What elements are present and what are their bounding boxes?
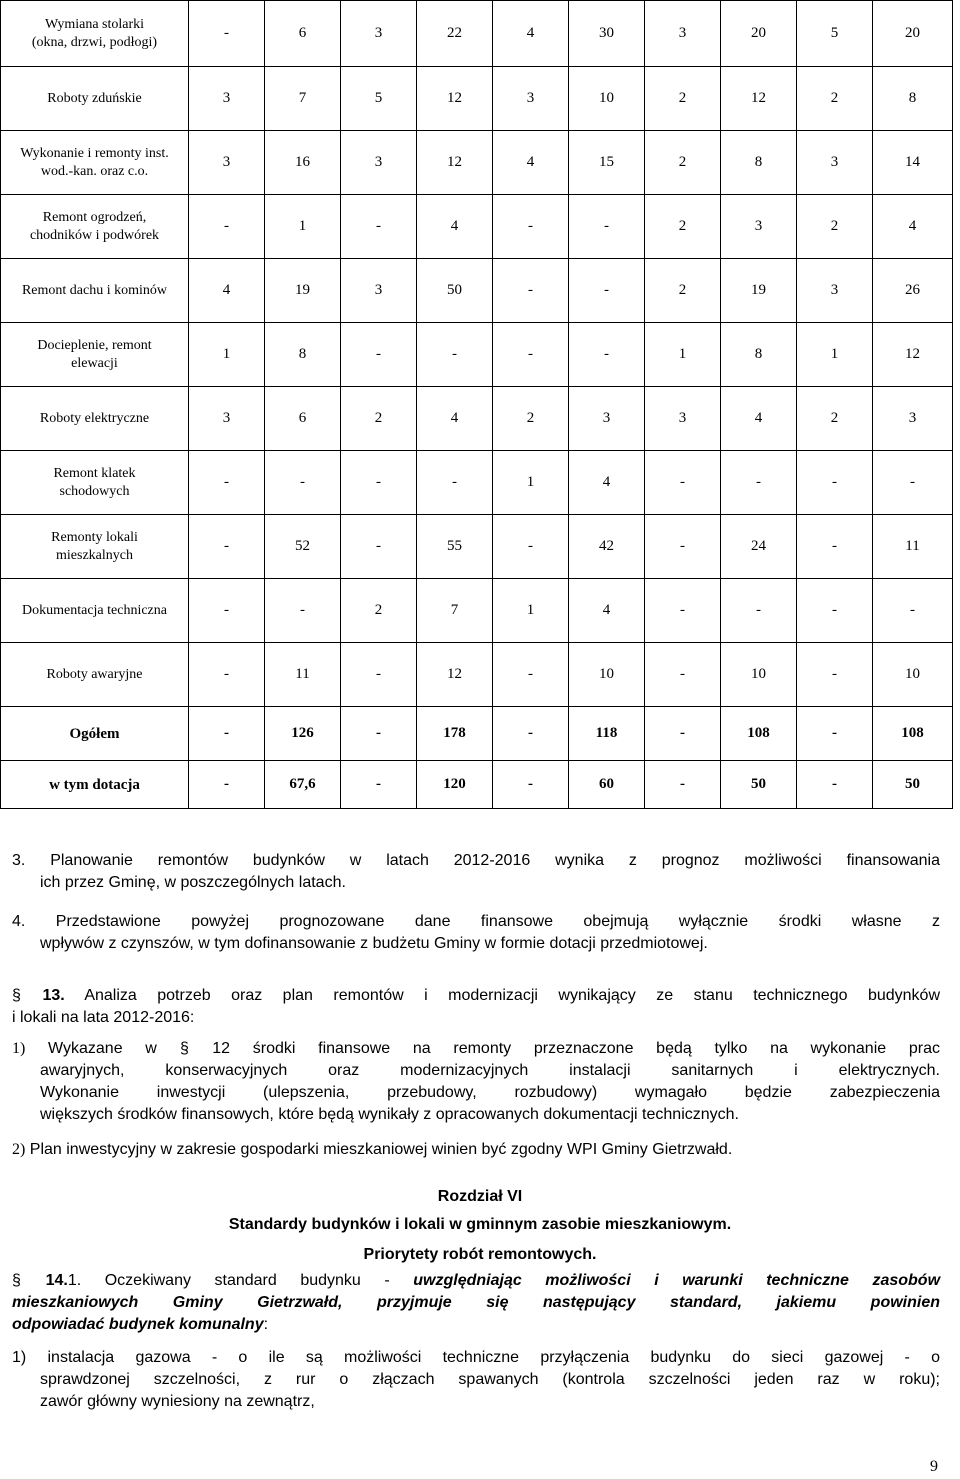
table-cell: 2 (797, 195, 873, 259)
item-2-marker: 2) (12, 1141, 26, 1158)
row-label (1, 323, 189, 387)
table-cell: 2 (645, 131, 721, 195)
note-3 (12, 850, 940, 894)
row-label-line: Roboty zduńskie (47, 90, 142, 106)
table-cell: - (189, 1, 265, 67)
table-cell: 4 (721, 387, 797, 451)
svg-text:§: § (12, 1273, 21, 1287)
table-cell: 120 (417, 761, 493, 809)
row-label (1, 761, 189, 809)
table-cell: - (189, 761, 265, 809)
page-number: 9 (930, 1458, 938, 1475)
table-cell: 2 (645, 195, 721, 259)
row-label-line: Remont ogrodzeń, (42, 209, 147, 225)
table-cell: - (797, 579, 873, 643)
table-cell: 50 (721, 761, 797, 809)
table-cell: 30 (569, 1, 645, 67)
section-14 (12, 1270, 940, 1336)
row-label (1, 579, 189, 643)
table-cell: 178 (417, 707, 493, 761)
table-cell: - (493, 323, 569, 387)
table-row (1, 387, 953, 451)
table-cell: 8 (265, 323, 341, 387)
table-cell: 3 (341, 259, 417, 323)
s14-item-1-line-1: instalacja gazowa - o ile są możliwości techniczne przyłączenia budynku do sieci gazowej - o (47, 1349, 940, 1366)
item-2-line-1: Plan inwestycyjny w zakresie gospodarki mieszkaniowej winien być zgodny WPI Gminy Gietrzwałd. (29, 1141, 733, 1158)
table-cell: 3 (873, 387, 953, 451)
table-cell: 3 (189, 131, 265, 195)
table-cell: 1 (493, 451, 569, 515)
row-label-line: Wymiana stolarki (44, 16, 145, 32)
table-cell: - (417, 323, 493, 387)
table-cell: 2 (797, 67, 873, 131)
row-label-line: Roboty elektryczne (39, 410, 150, 426)
table-cell: 55 (417, 515, 493, 579)
table-cell: - (569, 323, 645, 387)
table-cell: 4 (189, 259, 265, 323)
row-label-line: Ogółem (69, 725, 120, 742)
section-13-item-1 (12, 1038, 940, 1126)
table-cell: 1 (493, 579, 569, 643)
row-label-line: (okna, drzwi, podłogi) (31, 34, 158, 50)
table-cell: 12 (417, 131, 493, 195)
table-cell: 2 (645, 67, 721, 131)
table-cell: 1 (797, 323, 873, 387)
row-label-line: schodowych (59, 483, 130, 499)
table-cell: 8 (721, 323, 797, 387)
table-cell: - (645, 761, 721, 809)
row-label (1, 515, 189, 579)
row-label (1, 707, 189, 761)
table-row (1, 643, 953, 707)
table-cell: 20 (873, 1, 953, 67)
table-cell: 108 (873, 707, 953, 761)
table-cell: - (417, 451, 493, 515)
table-cell: 6 (265, 1, 341, 67)
table-cell: 12 (417, 67, 493, 131)
table-cell: - (189, 707, 265, 761)
s14-item-1-marker: 1) (12, 1349, 27, 1366)
table-cell: - (645, 643, 721, 707)
table-cell: - (265, 451, 341, 515)
table-cell: 12 (873, 323, 953, 387)
table-cell: 50 (417, 259, 493, 323)
section-14-emphasis-1: uwzględniając możliwości i warunki techniczne zasobów (413, 1272, 941, 1289)
item-1-line-1a: Wykazane w (48, 1040, 157, 1057)
table-cell: - (341, 451, 417, 515)
table-cell: - (645, 451, 721, 515)
item-1-marker: 1) (12, 1040, 26, 1057)
table-cell: 3 (797, 259, 873, 323)
table-cell: 12 (721, 67, 797, 131)
table-cell: 126 (265, 707, 341, 761)
table-cell: 3 (341, 131, 417, 195)
table-cell: 5 (341, 67, 417, 131)
table-cell: 3 (493, 67, 569, 131)
table-row (1, 323, 953, 387)
item-1-line-3: Wykonanie inwestycji (ulepszenia, przebudowy, rozbudowy) wymagało będzie zabezpieczenia (40, 1084, 940, 1101)
table-row (1, 579, 953, 643)
section-13-line-1: Analiza potrzeb oraz plan remontów i modernizacji wynikający ze stanu technicznego budynków (84, 987, 941, 1004)
table-row (1, 1, 953, 67)
table-row (1, 131, 953, 195)
item-1-line-4: większych środków finansowych, które będą wynikały z opracowanych dokumentacji technicznych. (40, 1106, 739, 1123)
note-3-number: 3. (12, 852, 26, 869)
svg-text:§: § (179, 1041, 189, 1055)
table-cell: 8 (721, 131, 797, 195)
table-cell: 3 (569, 387, 645, 451)
section-14-colon: : (263, 1316, 269, 1333)
row-label-line: Dokumentacja techniczna (22, 602, 167, 618)
table-cell: 4 (569, 451, 645, 515)
table-cell: - (645, 579, 721, 643)
table-cell: 67,6 (265, 761, 341, 809)
table-cell: 10 (721, 643, 797, 707)
table-cell: 11 (265, 643, 341, 707)
row-label-line: chodników i podwórek (29, 227, 160, 243)
table-cell: 108 (721, 707, 797, 761)
section-14-intro: Oczekiwany standard budynku - (104, 1272, 390, 1289)
row-label-line: mieszkalnych (56, 547, 133, 563)
table-cell: 2 (341, 579, 417, 643)
table-cell: 20 (721, 1, 797, 67)
table-cell: - (189, 579, 265, 643)
table-cell: - (493, 259, 569, 323)
table-cell: 4 (493, 1, 569, 67)
row-label (1, 131, 189, 195)
table-cell: - (873, 579, 953, 643)
paragraph-sign-icon (12, 1273, 22, 1287)
table-cell: 10 (873, 643, 953, 707)
row-label-line: elewacji (71, 355, 118, 371)
row-label-line: Remonty lokali (51, 529, 138, 545)
table-cell: 2 (645, 259, 721, 323)
table-cell: - (797, 515, 873, 579)
table-cell: 6 (265, 387, 341, 451)
table-cell: - (569, 259, 645, 323)
table-cell: - (341, 761, 417, 809)
table-cell: 1 (189, 323, 265, 387)
table-cell: 1 (645, 323, 721, 387)
paragraph-sign-icon (12, 988, 22, 1002)
section-14-item-1 (12, 1347, 940, 1413)
table-cell: 3 (341, 1, 417, 67)
table-cell: 4 (417, 387, 493, 451)
table-cell: - (341, 707, 417, 761)
table-cell: 24 (721, 515, 797, 579)
table-cell: - (189, 451, 265, 515)
table-cell: - (493, 515, 569, 579)
table-cell: - (797, 707, 873, 761)
table-cell: 4 (569, 579, 645, 643)
section-13 (12, 985, 940, 1029)
s14-item-1-line-2: sprawdzonej szczelności, z rur o złączach spawanych (kontrola szczelności jeden raz w roku); (40, 1371, 940, 1388)
table-cell: 26 (873, 259, 953, 323)
table-cell: 19 (265, 259, 341, 323)
table-cell: - (645, 707, 721, 761)
table-cell: - (569, 195, 645, 259)
table-cell: - (189, 195, 265, 259)
table-cell: 52 (265, 515, 341, 579)
table-cell: - (493, 195, 569, 259)
section-14-subnumber: 1. (67, 1272, 82, 1289)
table-row (1, 515, 953, 579)
table-cell: - (189, 515, 265, 579)
table-cell: 118 (569, 707, 645, 761)
row-label-line: Roboty awaryjne (46, 666, 143, 682)
row-label (1, 643, 189, 707)
item-1-line-1b: 12 środki finansowe na remonty przeznaczone będą tylko na wykonanie prac (212, 1040, 940, 1057)
table-cell: - (341, 515, 417, 579)
table-cell: - (341, 643, 417, 707)
table-cell: - (493, 707, 569, 761)
row-label (1, 387, 189, 451)
table-cell: - (189, 643, 265, 707)
table-cell: 3 (645, 387, 721, 451)
table-cell: 42 (569, 515, 645, 579)
table-cell: 4 (873, 195, 953, 259)
table-cell: 8 (873, 67, 953, 131)
row-label-line: Docieplenie, remont (37, 337, 152, 353)
table-row (1, 451, 953, 515)
row-label-line: Remont klatek (53, 465, 136, 481)
table-row (1, 707, 953, 761)
section-13-number: 13. (42, 987, 65, 1004)
table-row (1, 195, 953, 259)
note-3-line-2: ich przez Gminę, w poszczególnych latach. (40, 874, 346, 891)
table-cell: 22 (417, 1, 493, 67)
section-13-item-2 (12, 1139, 940, 1161)
table-row (1, 259, 953, 323)
table-cell: 3 (645, 1, 721, 67)
section-14-number: 14. (45, 1272, 68, 1289)
paragraph-sign-icon (180, 1041, 190, 1055)
row-label-line: Wykonanie i remonty inst. (20, 145, 169, 161)
table-cell: 14 (873, 131, 953, 195)
table-cell: - (341, 323, 417, 387)
row-label-line: w tym dotacja (49, 776, 140, 793)
table-cell: - (493, 761, 569, 809)
table-cell: 2 (797, 387, 873, 451)
table-cell: 4 (493, 131, 569, 195)
note-4 (12, 911, 940, 955)
table-cell: - (341, 195, 417, 259)
table-cell: 5 (797, 1, 873, 67)
section-14-emphasis-3: odpowiadać budynek komunalny (12, 1316, 264, 1333)
table-cell: 12 (417, 643, 493, 707)
table-cell: 3 (189, 387, 265, 451)
section-13-line-2: i lokali na lata 2012-2016: (12, 1009, 195, 1026)
chapter-subtitle-2: Priorytety robót remontowych. (363, 1246, 597, 1263)
table-cell: 16 (265, 131, 341, 195)
table-cell: - (873, 451, 953, 515)
row-label-line: Remont dachu i kominów (21, 282, 168, 298)
row-label-line: wod.-kan. oraz c.o. (40, 163, 149, 179)
table-cell: 7 (417, 579, 493, 643)
table-cell: - (797, 643, 873, 707)
table-cell: 11 (873, 515, 953, 579)
table-cell: 7 (265, 67, 341, 131)
s14-item-1-line-3: zawór główny wyniesiony na zewnątrz, (40, 1393, 315, 1410)
table-cell: 2 (341, 387, 417, 451)
table-cell: - (797, 451, 873, 515)
table-cell: 60 (569, 761, 645, 809)
table-cell: 4 (417, 195, 493, 259)
note-4-line-2: wpływów z czynszów, w tym dofinansowanie z budżetu Gminy w formie dotacji przedmiotowej. (40, 935, 708, 952)
table-cell: 3 (189, 67, 265, 131)
row-label (1, 451, 189, 515)
table-cell: - (493, 643, 569, 707)
table-cell: - (265, 579, 341, 643)
table-cell: - (797, 761, 873, 809)
row-label (1, 259, 189, 323)
table-cell: 3 (721, 195, 797, 259)
table-cell: 50 (873, 761, 953, 809)
table-row (1, 67, 953, 131)
table-cell: 10 (569, 67, 645, 131)
table-cell: - (721, 451, 797, 515)
section-14-emphasis-2: mieszkaniowych Gminy Gietrzwałd, przyjmuje się następujący standard, jakiemu powinien (12, 1294, 940, 1311)
note-4-line-1: Przedstawione powyżej prognozowane dane finansowe obejmują wyłącznie środki własne z (55, 913, 940, 930)
row-label (1, 195, 189, 259)
table-cell: 19 (721, 259, 797, 323)
table-cell: 10 (569, 643, 645, 707)
note-3-line-1: Planowanie remontów budynków w latach 2012-2016 wynika z prognoz możliwości finansowania (50, 852, 940, 869)
chapter-title: Rozdział VI (437, 1188, 523, 1205)
table-cell: 15 (569, 131, 645, 195)
row-label (1, 1, 189, 67)
table-row (1, 761, 953, 809)
note-4-number: 4. (12, 913, 26, 930)
table-cell: 2 (493, 387, 569, 451)
table-cell: 3 (797, 131, 873, 195)
row-label (1, 67, 189, 131)
chapter-subtitle: Standardy budynków i lokali w gminnym zasobie mieszkaniowym. (228, 1216, 732, 1233)
table-cell: - (721, 579, 797, 643)
table-cell: - (645, 515, 721, 579)
item-1-line-2: awaryjnych, konserwacyjnych oraz modernizacyjnych instalacji sanitarnych i elektrycznych. (40, 1062, 940, 1079)
table-cell: 1 (265, 195, 341, 259)
svg-text:§: § (12, 988, 21, 1002)
